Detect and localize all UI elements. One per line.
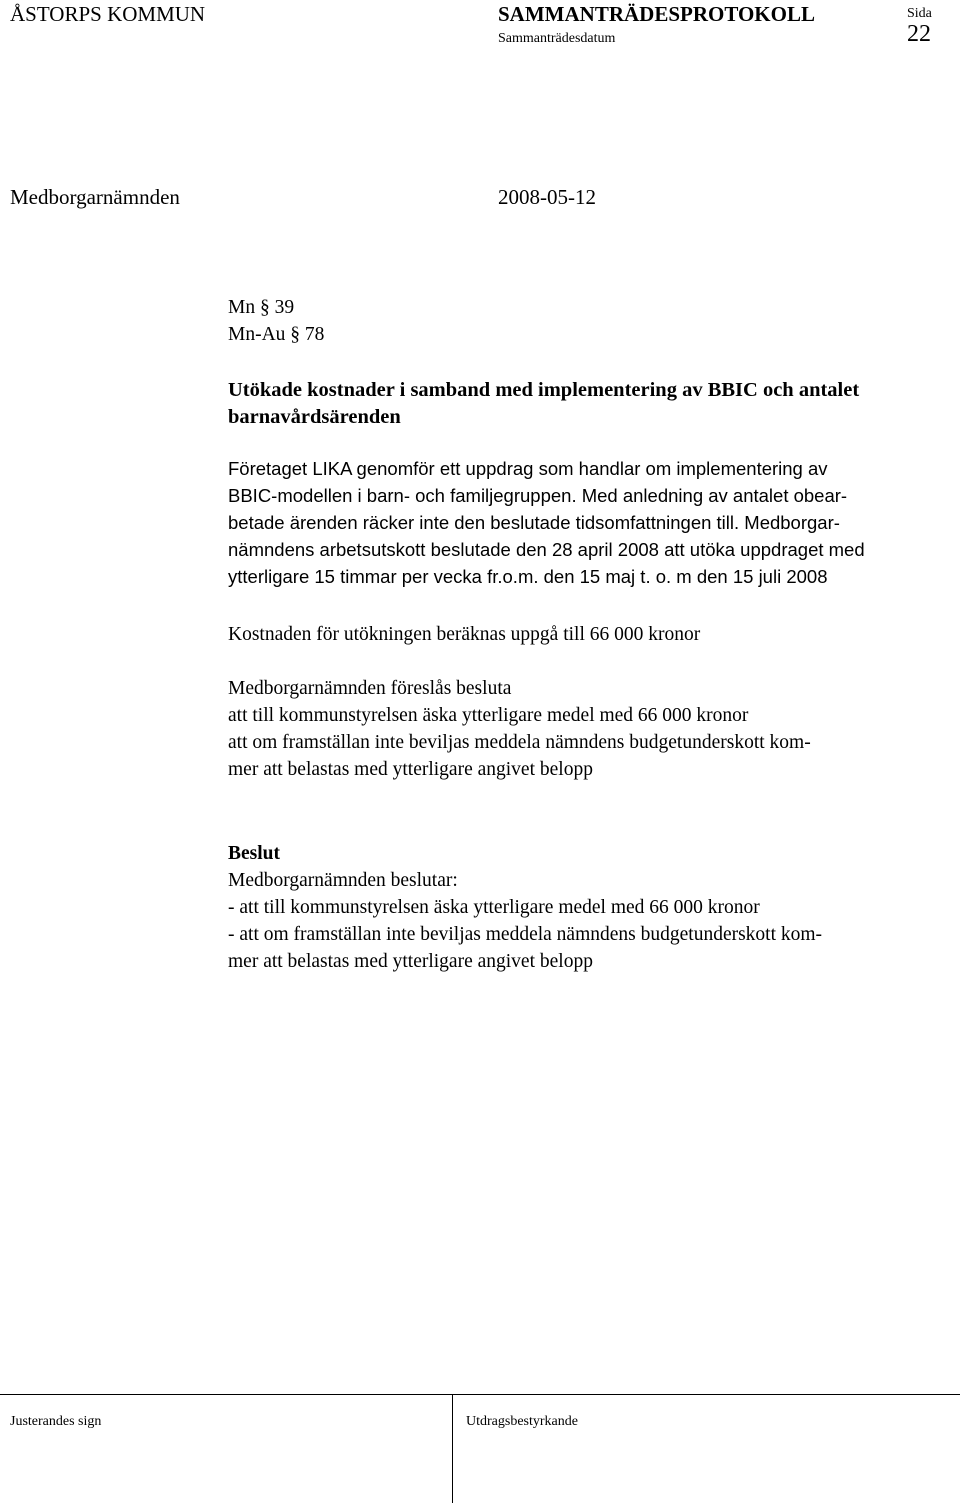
committee-name: Medborgarnämnden	[10, 185, 180, 209]
extract-certification-label: Utdragsbestyrkande	[466, 1414, 578, 1429]
intro-paragraph	[228, 455, 948, 590]
case-heading	[228, 377, 948, 431]
proposal-line: Medborgarnämnden föreslås besluta	[228, 678, 512, 699]
intro-line: ytterligare 15 timmar per vecka fr.o.m. den 15 maj t. o. m den 15 juli 2008	[228, 566, 828, 587]
cost-statement	[228, 621, 948, 648]
proposal-line: att till kommunstyrelsen äska ytterligare medel med 66 000 kronor	[228, 705, 749, 726]
proposal-line: att om framställan inte beviljas meddela nämndens budgetunderskott kom-	[228, 732, 811, 753]
footer-divider	[452, 1394, 453, 1503]
case-heading-line: barnavårdsärenden	[228, 406, 401, 428]
decision-line: mer att belastas med ytterligare angivet belopp	[228, 951, 593, 972]
footer-rule	[0, 1394, 960, 1395]
meeting-date: 2008-05-12	[498, 185, 596, 209]
intro-line: BBIC-modellen i barn- och familjegruppen. Med anledning av antalet obear-	[228, 485, 848, 506]
proposal-section	[228, 675, 948, 783]
cost-line: Kostnaden för utökningen beräknas uppgå till 66 000 kronor	[228, 624, 701, 645]
decision-line: - att till kommunstyrelsen äska ytterligare medel med 66 000 kronor	[228, 897, 760, 918]
case-heading-line: Utökade kostnader i samband med implementering av BBIC och antalet	[228, 379, 860, 401]
page-label: Sida	[907, 6, 932, 21]
municipality-name: ÅSTORPS KOMMUN	[10, 2, 206, 26]
document-type-title: SAMMANTRÄDESPROTOKOLL	[498, 2, 815, 26]
decision-line: Medborgarnämnden beslutar:	[228, 870, 458, 891]
meeting-date-label: Sammanträdesdatum	[498, 31, 616, 46]
decision-section	[228, 840, 948, 975]
intro-line: nämndens arbetsutskott beslutade den 28 april 2008 att utöka uppdraget med	[228, 539, 865, 560]
paragraph-reference: Mn-Au § 78	[228, 324, 325, 345]
proposal-line: mer att belastas med ytterligare angivet belopp	[228, 759, 593, 780]
justification-signature-label: Justerandes sign	[10, 1414, 102, 1429]
decision-line: - att om framställan inte beviljas meddela nämndens budgetunderskott kom-	[228, 924, 823, 945]
decision-title: Beslut	[228, 843, 281, 864]
intro-line: betade ärenden räcker inte den beslutade tidsomfattningen till. Medborgar-	[228, 512, 840, 533]
paragraph-references	[228, 294, 948, 348]
page-number: 22	[907, 21, 931, 47]
paragraph-reference: Mn § 39	[228, 297, 295, 318]
intro-line: Företaget LIKA genomför ett uppdrag som handlar om implementering av	[228, 458, 828, 479]
